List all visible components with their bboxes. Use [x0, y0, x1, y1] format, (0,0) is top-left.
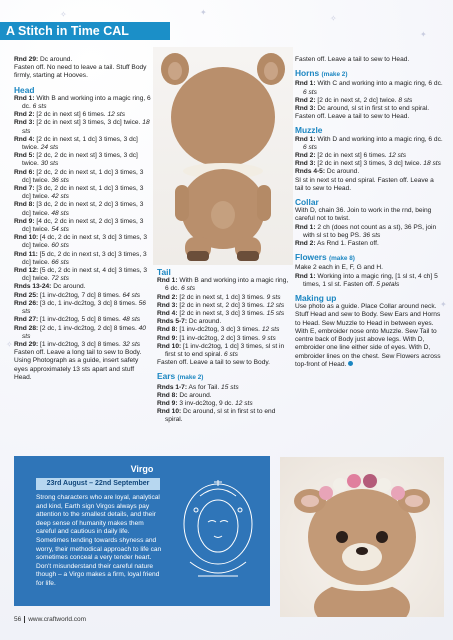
pattern-row: Rnds 1-7: As for Tail. 15 sts [157, 383, 239, 391]
virgo-title: Virgo [130, 464, 154, 474]
section-heading-ears: Ears (make 2) [157, 371, 204, 382]
pattern-row: Rnd 9: [1 inv-dc2tog, 2 dc] 3 times. 9 sts [157, 334, 276, 342]
pattern-row: Rnd 10: [4 dc, 2 dc in next st, 3 dc] 3 times, 3 dc] twice. 60 sts [14, 234, 148, 250]
star-decoration-icon: ✦ [200, 8, 207, 17]
star-decoration-icon: ✦ [440, 300, 447, 309]
virgo-dates: 23rd August – 22nd September [36, 478, 160, 490]
pattern-row: Rnd 1: Working into a magic ring, [1 sl st, 4 ch] 5 times, 1 sl st. Fasten off. 5 petals [295, 272, 438, 288]
star-decoration-icon: ✦ [420, 30, 427, 39]
pattern-row: Rnds 13-24: Dc around. [14, 283, 86, 291]
star-decoration-icon: ✧ [330, 14, 337, 23]
pattern-row: Rnd 28: [2 dc, 1 inv-dc2tog, 2 dc] 8 times. 40 sts [14, 324, 146, 340]
text-line: Make 2 each in E, F, G and H. [295, 264, 383, 272]
deer-front-illustration [280, 457, 444, 617]
column-horns-makingup [295, 56, 443, 369]
pattern-row: Rnd 3: [2 dc in next st, 2 dc] 3 times. 12 sts [157, 301, 285, 309]
pattern-row: Rnd 2: [2 dc in next st] 6 times. 12 sts [295, 152, 407, 160]
end-of-article-icon [348, 361, 353, 366]
star-decoration-icon: ✧ [60, 10, 67, 19]
pattern-row: Rnd 26: [3 dc, 1 inv-dc2tog, 3 dc] 8 times. 56 sts [14, 299, 146, 316]
pattern-row: Rnd 10: [1 inv-dc2tog, 1 dc] 3 times, sl st in first st to end spiral. 6 sts [157, 342, 285, 359]
pattern-row: Rnd 8: [3 dc, 2 dc in next st, 2 dc] 3 times, 3 dc] twice. 48 sts [14, 201, 144, 217]
pattern-row: Rnd 10: Dc around, sl st in first st to end spiral. [157, 408, 276, 424]
text-line: Sl st in next st to end spiral. Fasten off. Leave a tail to sew to Head. [295, 176, 434, 192]
virgo-text: Strong characters who are loyal, analytical and kind, Earth sign Virgos always pay attention to the smallest details, and their deep sense of humanity makes them careful and cautious in daily life. Sometimes tending towards shyness and worry, their methodical approach to life can sometimes conceal a very tender heart. Don't misunderstand their careful nature though – a Virgo makes a firm, loyal friend for life. [36, 494, 162, 587]
section-heading-collar: Collar [295, 197, 319, 208]
pattern-row: Rnd 2: [2 dc in next st] 6 times. 12 sts [14, 111, 126, 119]
footer-site-link[interactable]: www.craftworld.com [28, 616, 87, 624]
deer-back-photo [153, 47, 293, 265]
section-heading-horns: Horns (make 2) [295, 68, 348, 79]
section-heading-muzzle: Muzzle [295, 125, 323, 136]
virgo-horoscope-box [14, 456, 270, 606]
pattern-row: Rnd 27: [1 inv-dc2tog, 5 dc] 8 times. 48 sts [14, 316, 141, 324]
pattern-row: Rnd 1: With D and working into a magic ring, 6 dc. 6 sts [295, 135, 443, 151]
text-line: Fasten off. Leave a tail to sew to Body. [157, 359, 271, 367]
pattern-row: Rnds 5-7: Dc around. [157, 318, 222, 326]
star-decoration-icon: ✧ [6, 340, 13, 349]
pattern-row: Rnd 1: With B and working into a magic ring, 6 dc. 6 sts [157, 277, 289, 293]
page-footer [14, 616, 86, 623]
section-heading-tail: Tail [157, 267, 171, 277]
pattern-row: Rnd 8: [1 inv-dc2tog, 3 dc] 3 times. 12 sts [157, 326, 280, 334]
pattern-row: Rnd 7: [3 dc, 2 dc in next st, 1 dc] 3 times, 3 dc] twice. 42 sts [14, 185, 144, 201]
column-body-head [14, 56, 152, 382]
pattern-row: Rnd 3: [2 dc in next st] 3 times, 3 dc] twice. 18 sts [14, 119, 150, 135]
pattern-row: Rnd 9: 3 inv-dc2tog, 9 dc. 12 sts [157, 400, 253, 408]
deer-front-photo [280, 457, 444, 617]
pattern-row: Rnd 1: With B and working into a magic ring, 6 dc. 6 sts [14, 94, 151, 111]
pattern-row: Rnd 1: 2 ch (does not count as a st), 36 PS, join with sl st to beg PS. 36 sts [295, 223, 437, 239]
pattern-row: Rnd 2: [2 dc in next st, 2 dc] twice. 8 sts [295, 96, 413, 104]
text-line: Fasten off. Leave a tail to sew to Head. [295, 113, 410, 121]
pattern-row: Rnd 4: [2 dc in next st, 3 dc] 3 times. 15 sts [157, 310, 285, 318]
pattern-row: Rnd 2: As Rnd 1. Fasten off. [295, 240, 379, 248]
text-line: Fasten off. Leave a tail to sew to Head. [295, 56, 410, 63]
footer-divider [24, 616, 25, 623]
page-header-banner: A Stitch in Time CAL [0, 22, 170, 40]
pattern-row: Rnd 4: [2 dc in next st, 1 dc] 3 times, 3 dc] twice. 24 sts [14, 135, 138, 152]
page-number: 56 [14, 616, 22, 624]
pattern-row: Rnd 9: [4 dc, 2 dc in next st, 2 dc] 3 times, 3 dc] twice. 54 sts [14, 217, 144, 234]
section-heading-flowers: Flowers (make 8) [295, 252, 355, 263]
pattern-row: Rnd 8: Dc around. [157, 391, 212, 399]
pattern-row: Rnd 25: [1 inv-dc2tog, 7 dc] 8 times. 64 sts [14, 291, 141, 299]
pattern-row: Rnd 1: With C and working into a magic ring, 6 dc. 6 sts [295, 80, 443, 96]
pattern-row: Rnds 4-5: Dc around. [295, 168, 360, 176]
section-heading-making-up: Making up [295, 293, 337, 304]
section-heading-head: Head [14, 84, 35, 95]
pattern-row: Rnd 11: [5 dc, 2 dc in next st, 3 dc] 3 times, 3 dc] twice. 66 sts [14, 250, 147, 266]
deer-back-illustration [153, 47, 293, 265]
text-line: With D, chain 36. Join to work in the rnd, being careful not to twist. [295, 207, 432, 223]
text-line: Fasten off. No need to leave a tail. Stuff Body firmly, starting at Hooves. [14, 64, 147, 80]
text-line: Rnd 29: Dc around. [14, 56, 73, 63]
column-tail-ears [157, 268, 293, 425]
pattern-row: Rnd 3: Dc around, sl st in first st to end spiral. [295, 105, 430, 113]
pattern-row: Rnd 29: [1 inv-dc2tog, 3 dc] 8 times. 32 sts [14, 340, 141, 348]
pattern-row: Rnd 2: [2 dc in next st, 1 dc] 3 times. 9 sts [157, 293, 281, 301]
pattern-row: Rnd 6: [2 dc, 2 dc in next st, 1 dc] 3 times, 3 dc] twice. 36 sts [14, 168, 144, 184]
text-line: Fasten off. Leave a long tail to sew to Body. Using Photograph as a guide, insert safety eyes approximately 13 sts apart and stuff Head. [14, 349, 142, 381]
pattern-row: Rnd 3: [2 dc in next st] 3 times, 3 dc] twice. 18 sts [295, 160, 441, 168]
text-line: Use photo as a guide. Place Collar around neck. Stuff Head and sew to Body. Sew Ears and Horns to Head. Sew Muzzle to Head in between eyes. With E, embroider nose onto Muzzle. Sew Tail to centre back of Body just above legs. With D, embroider one line either side of eyes. With D, embroider lines on the chest. Sew Flowers across top-front of Head. [295, 303, 441, 368]
virgo-line-art-icon [170, 476, 266, 596]
pattern-row: Rnd 12: [5 dc, 2 dc in next st, 4 dc] 3 times, 3 dc] twice. 72 sts [14, 267, 148, 283]
pattern-row: Rnd 5: [2 dc, 2 dc in next st] 3 times, 3 dc] twice. 30 sts [14, 152, 138, 168]
